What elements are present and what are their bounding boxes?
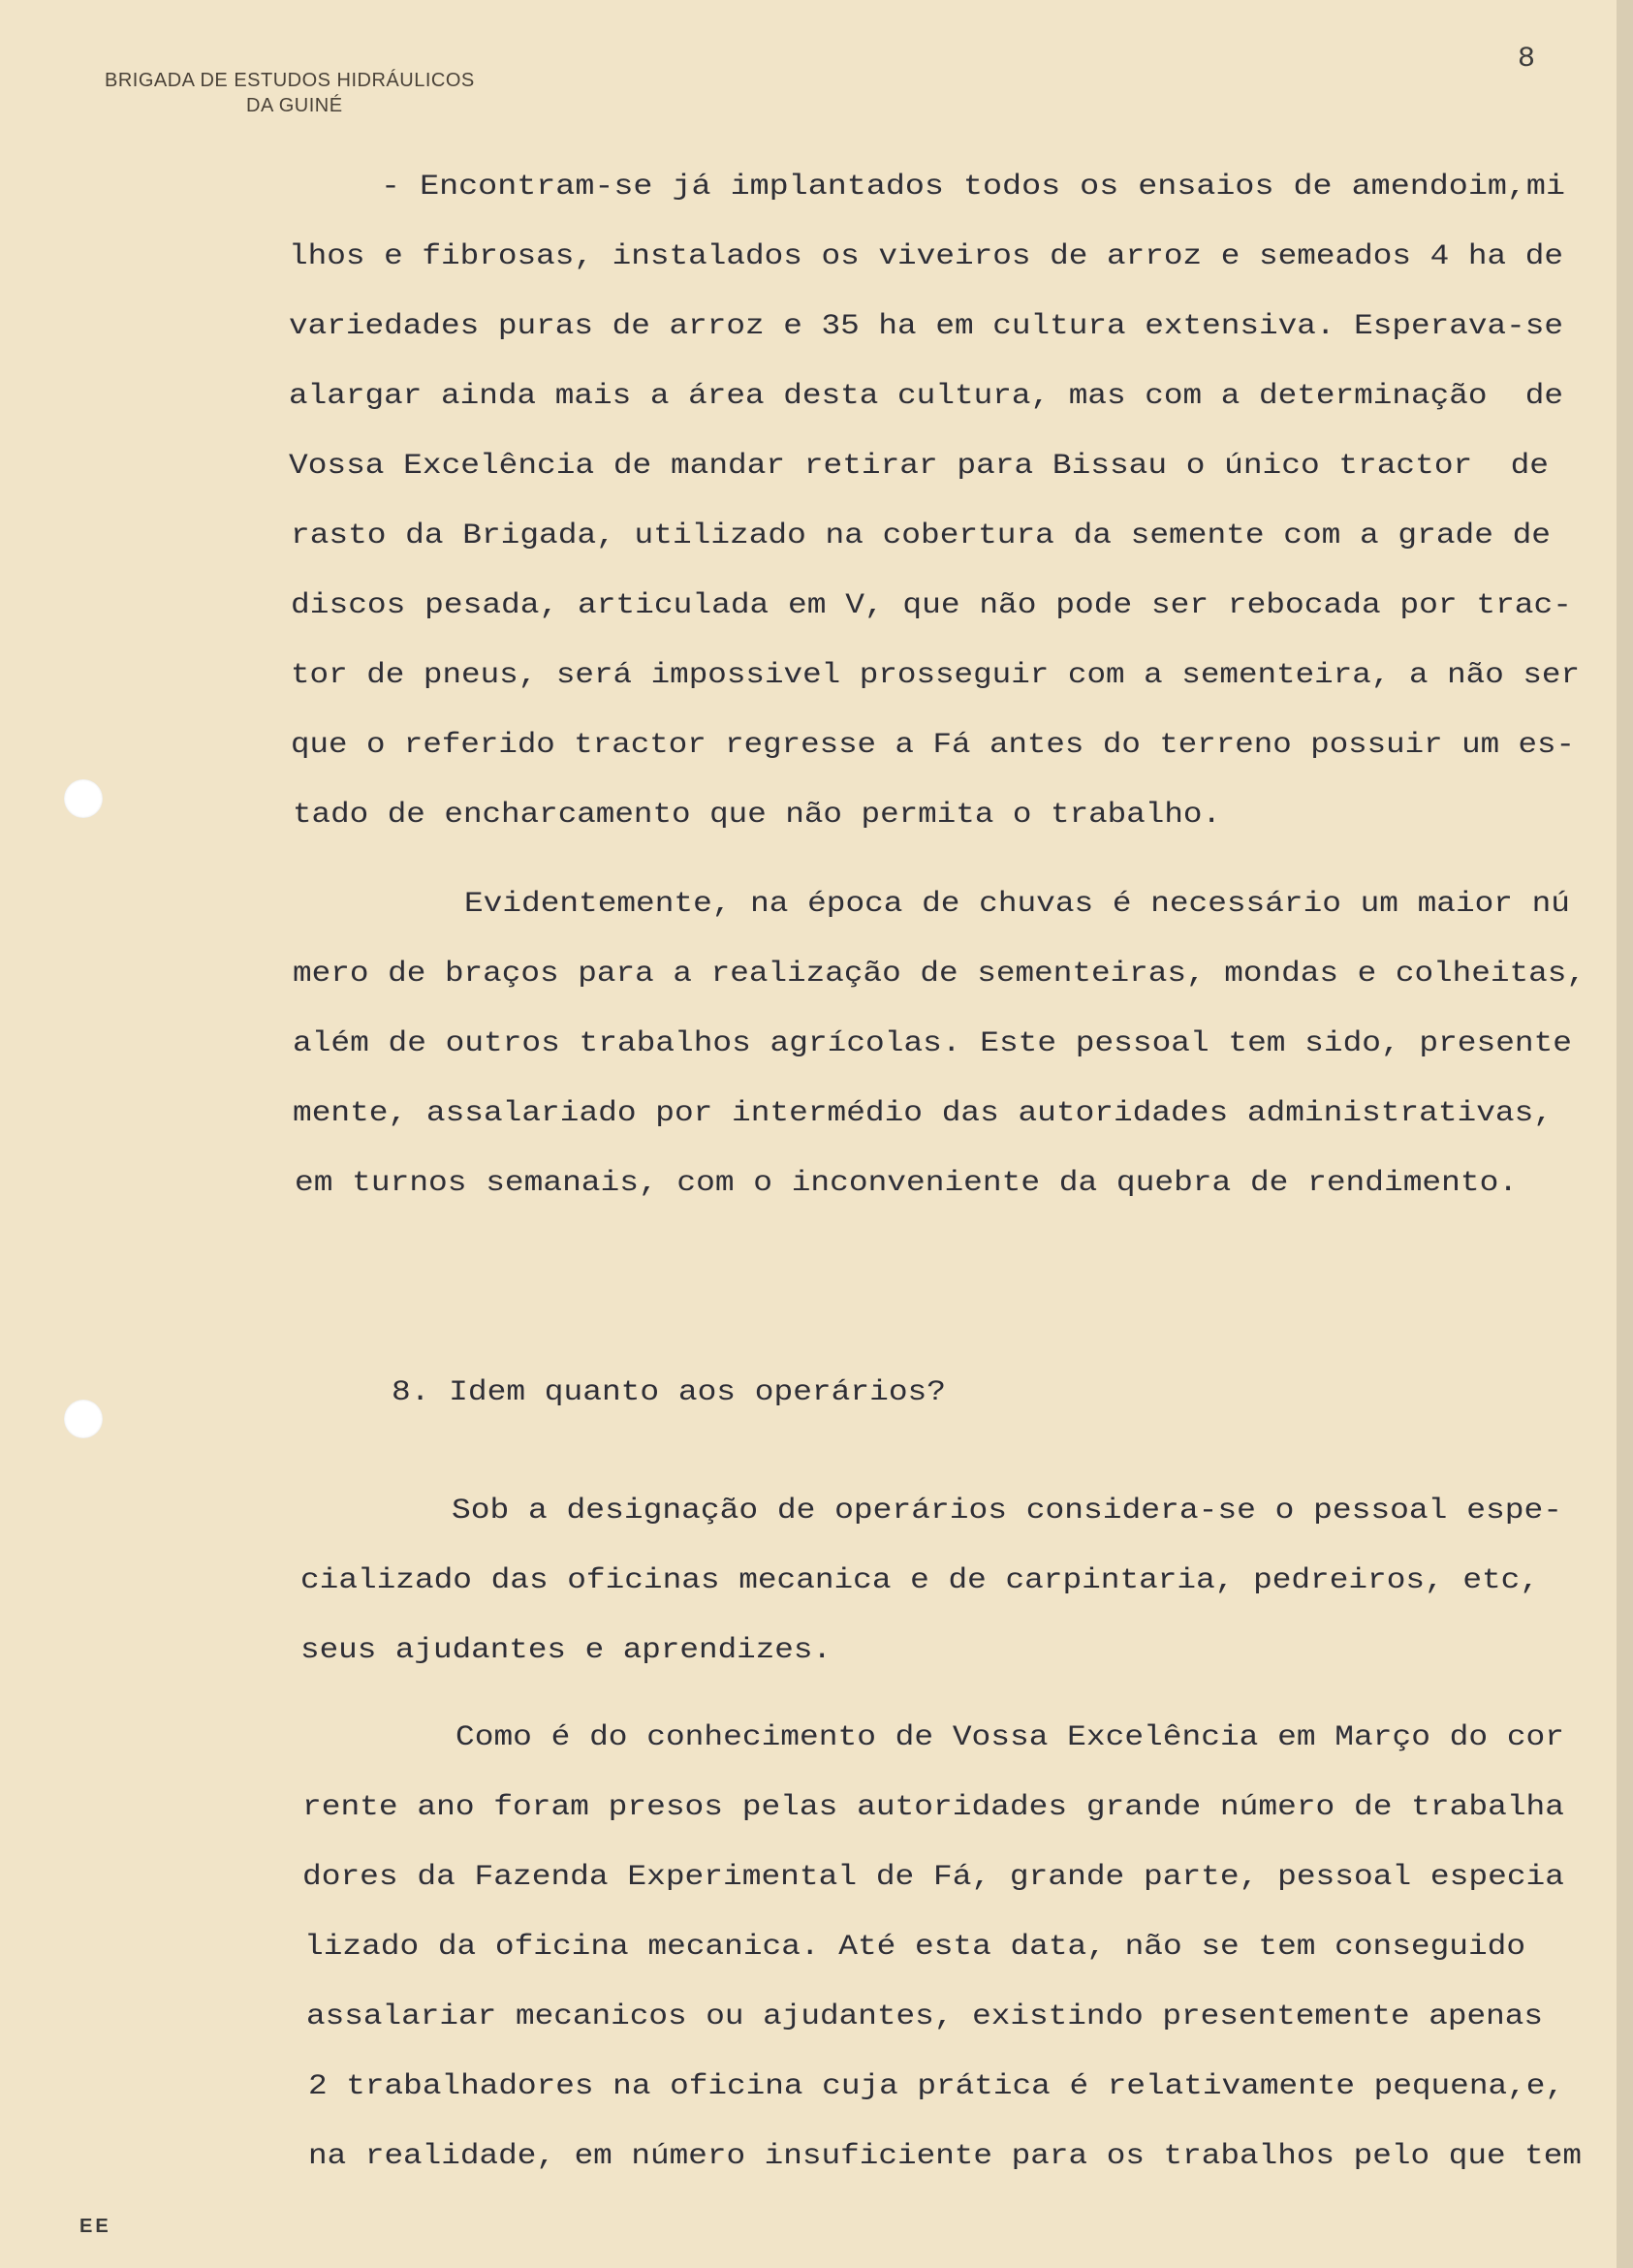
- footer-initials: EE: [79, 2216, 111, 2237]
- text-line: na realidade, em número insuficiente para os trabalhos pelo que tem: [308, 2139, 1582, 2172]
- text-line: Sob a designação de operários considera-se o pessoal espe-: [452, 1494, 1562, 1527]
- letterhead-line-2: DA GUINÉ: [246, 95, 343, 116]
- section-heading: 8. Idem quanto aos operários?: [392, 1375, 946, 1408]
- letterhead-line-1: BRIGADA DE ESTUDOS HIDRÁULICOS: [105, 70, 475, 91]
- text-line: que o referido tractor regresse a Fá antes do terreno possuir um es-: [291, 728, 1575, 761]
- text-line: lhos e fibrosas, instalados os viveiros de arroz e semeados 4 ha de: [289, 239, 1563, 272]
- text-line: - Encontram-se já implantados todos os ensaios de amendoim,mi: [381, 170, 1565, 203]
- text-line: variedades puras de arroz e 35 ha em cultura extensiva. Esperava-se: [289, 309, 1563, 342]
- text-line: dores da Fazenda Experimental de Fá, grande parte, pessoal especia: [302, 1860, 1564, 1893]
- letterhead: [105, 68, 475, 118]
- punch-hole: [64, 1400, 103, 1438]
- text-line: 2 trabalhadores na oficina cuja prática é relativamente pequena,e,: [308, 2069, 1564, 2102]
- text-line: mero de braços para a realização de sementeiras, mondas e colheitas,: [293, 957, 1586, 990]
- text-line: rente ano foram presos pelas autoridades grande número de trabalha: [302, 1790, 1564, 1823]
- text-line: Vossa Excelência de mandar retirar para Bissau o único tractor de: [289, 449, 1549, 482]
- punch-hole: [64, 779, 103, 818]
- text-line: seus ajudantes e aprendizes.: [300, 1633, 832, 1666]
- text-line: discos pesada, articulada em V, que não pode ser rebocada por trac-: [291, 588, 1572, 621]
- text-line: Como é do conhecimento de Vossa Excelência em Março do cor: [455, 1720, 1564, 1753]
- text-line: rasto da Brigada, utilizado na cobertura da semente com a grade de: [291, 519, 1551, 551]
- text-line: lizado da oficina mecanica. Até esta data, não se tem conseguido: [304, 1930, 1525, 1963]
- page-edge: [1617, 0, 1633, 2268]
- text-line: mente, assalariado por intermédio das autoridades administrativas,: [293, 1096, 1553, 1129]
- text-line: alargar ainda mais a área desta cultura, mas com a determinação de: [289, 379, 1563, 412]
- text-line: além de outros trabalhos agrícolas. Este pessoal tem sido, presente: [293, 1026, 1572, 1059]
- text-line: cializado das oficinas mecanica e de carpintaria, pedreiros, etc,: [300, 1563, 1539, 1596]
- text-line: assalariar mecanicos ou ajudantes, existindo presentemente apenas: [306, 2000, 1543, 2032]
- text-line: em turnos semanais, com o inconveniente da quebra de rendimento.: [295, 1166, 1518, 1199]
- text-line: tado de encharcamento que não permita o trabalho.: [293, 798, 1221, 831]
- text-line: tor de pneus, será impossivel prosseguir com a sementeira, a não ser: [291, 658, 1580, 691]
- text-line: Evidentemente, na época de chuvas é necessário um maior nú: [464, 887, 1570, 920]
- page-number: 8: [1518, 43, 1536, 76]
